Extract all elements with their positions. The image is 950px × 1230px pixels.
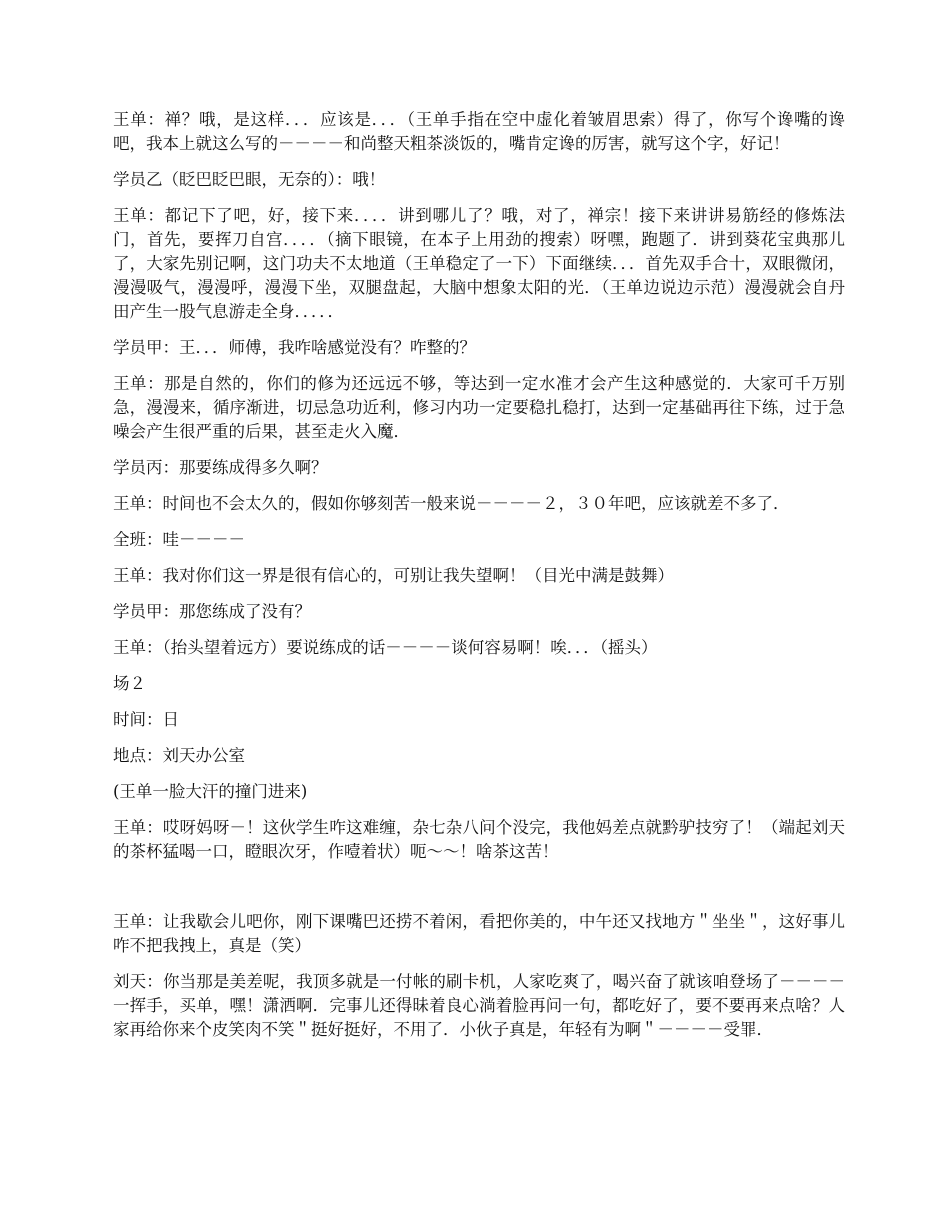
dialogue-paragraph: 学员丙：那要练成得多久啊？ — [113, 458, 328, 477]
scene-heading: 场２ — [113, 674, 146, 693]
dialogue-paragraph: 王单：时间也不会太久的，假如你够刻苦一般来说－－－－２，３０年吧，应该就差不多了． — [113, 494, 790, 513]
scene-time: 时间：日 — [113, 710, 179, 729]
dialogue-paragraph: 王单：禅？哦，是这样．．．应该是．．．（王单手指在空中虚化着皱眉思索）得了，你写个谗嘴的谗吧，我本上就这么写的－－－－和尚整天粗茶淡饭的，嘴肯定谗的厉害，就写这个字，好记！ — [113, 110, 845, 153]
dialogue-paragraph: 王单：让我歇会儿吧你，刚下课嘴巴还捞不着闲，看把你美的，中午还又找地方＂坐坐＂，这好事儿咋不把我拽上，真是（笑） — [113, 912, 845, 955]
dialogue-paragraph: 王单：那是自然的，你们的修为还远远不够，等达到一定水准才会产生这种感觉的．大家可千万别急，漫漫来，循序渐进，切忌急功近利，修习内功一定要稳扎稳打，达到一定基础再往下练，过于急噪会产生很严重的后果，甚至走火入魔． — [113, 374, 845, 441]
dialogue-paragraph: 学员乙（眨巴眨巴眼，无奈的）：哦！ — [113, 170, 386, 189]
dialogue-paragraph: 王单：都记下了吧，好，接下来．．．．讲到哪儿了？哦，对了，禅宗！接下来讲讲易筋经的修炼法门，首先，要挥刀自宫．．．．（摘下眼镜，在本子上用劲的搜索）呀嘿，跑题了．讲到葵花宝典那儿了，大家先别记啊，这门功夫不太地道（王单稳定了一下）下面继续．．．首先双手合十，双眼微闭，漫漫吸气，漫漫呼，漫漫下坐，双腿盘起，大脑中想象太阳的光．（王单边说边示范）漫漫就会自丹田产生一股气息游走全身．．．．． — [113, 206, 845, 321]
dialogue-paragraph: 王单：（抬头望着远方）要说练成的话－－－－谈何容易啊！唉．．．（摇头） — [113, 638, 658, 657]
dialogue-paragraph: 学员甲：王．．．师傅，我咋啥感觉没有？咋整的？ — [113, 338, 476, 357]
stage-direction: (王单一脸大汗的撞门进来) — [113, 782, 308, 801]
dialogue-paragraph: 刘天：你当那是美差呢，我顶多就是一付帐的刷卡机，人家吃爽了，喝兴奋了就该咱登场了－－－－一挥手，买单，嘿！潇洒啊．完事儿还得昧着良心淌着脸再问一句，都吃好了，要不要再来点啥？人家再给你来个皮笑肉不笑＂挺好挺好，不用了．小伙子真是，年轻有为啊＂－－－－受罪． — [113, 972, 845, 1039]
script-text-body — [113, 108, 845, 1054]
dialogue-paragraph: 学员甲：那您练成了没有？ — [113, 602, 311, 621]
dialogue-paragraph: 王单：我对你们这一界是很有信心的，可别让我失望啊！（目光中满是鼓舞） — [113, 566, 674, 585]
scene-location: 地点：刘天办公室 — [113, 746, 245, 765]
dialogue-paragraph: 王单：哎呀妈呀－！这伙学生咋这难缠，杂七杂八问个没完，我他妈差点就黔驴技穷了！（端起刘天的茶杯猛喝一口，瞪眼次牙，作噎着状）呃～～！啥茶这苦！ — [113, 818, 845, 861]
dialogue-paragraph: 全班：哇－－－－ — [113, 530, 245, 549]
